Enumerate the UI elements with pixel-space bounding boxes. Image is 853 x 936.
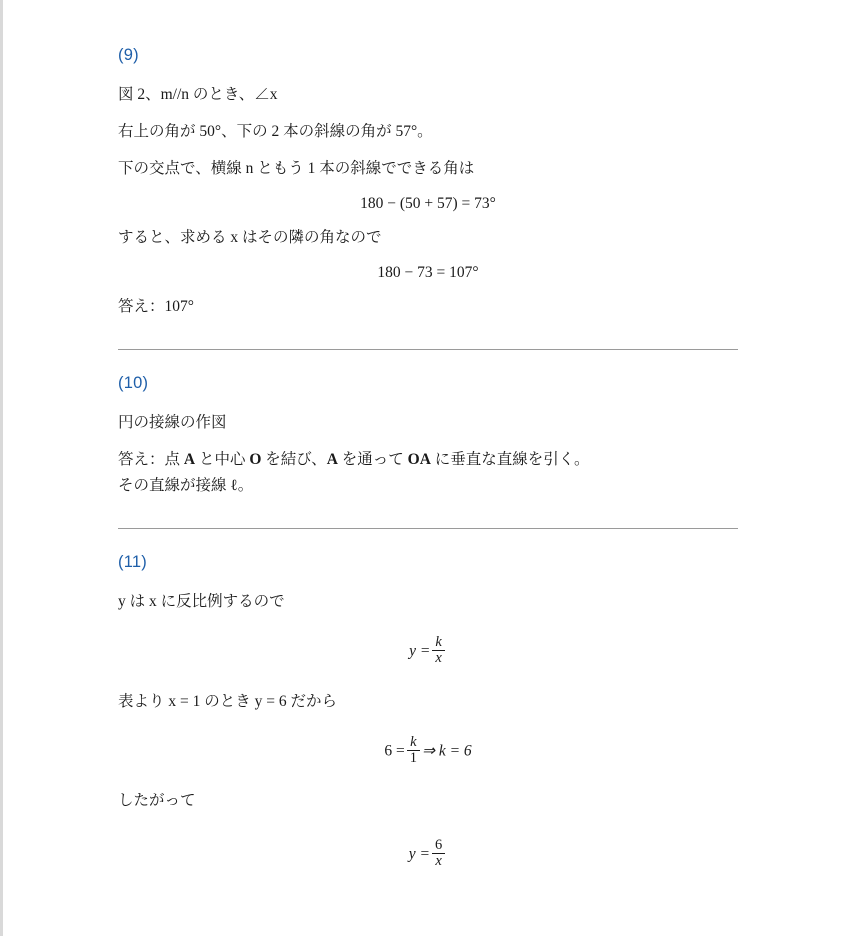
fraction-numerator: 6 (434, 837, 443, 854)
section-11-line-1: y は x に反比例するので (118, 593, 285, 611)
fraction-numerator: k (410, 733, 417, 750)
section-divider-2 (118, 528, 738, 529)
section-11-equation-3-lhs: y = (408, 845, 430, 863)
fraction-numerator: k (435, 634, 442, 651)
section-10-answer-mid1: と中心 (195, 451, 250, 469)
section-11-equation-2 (118, 733, 738, 767)
fraction-denominator: x (432, 650, 444, 666)
section-11-equation-2-rhs: ⇒ k = 6 (421, 741, 472, 759)
section-9-line-1-text: 図 2、m//n のとき、∠x (118, 86, 278, 103)
section-9-line-2-text: 右上の角が 50°、下の 2 本の斜線の角が 57°。 (118, 123, 433, 141)
point-o-label: O (249, 451, 262, 469)
section-11-equation-2-lhs: 6 = (384, 741, 405, 759)
fraction-k-over-1 (407, 735, 420, 766)
page-left-margin-rule (0, 0, 3, 936)
section-10-answer (118, 448, 738, 472)
section-9-answer: 答え：107° (118, 298, 194, 316)
section-number-10: (10) (118, 374, 149, 393)
section-9-equation-2: 180 − 73 = 107° (377, 264, 479, 282)
section-10-answer-line-2: その直線が接線 ℓ。 (118, 477, 254, 495)
point-a-label: A (183, 451, 196, 469)
document-content (118, 0, 738, 872)
section-10-answer-suffix: に垂直な直線を引く。 (430, 451, 590, 469)
point-a-label-2: A (326, 451, 338, 469)
segment-oa-label: OA (407, 451, 431, 469)
section-9-line-3 (118, 157, 738, 181)
section-11-line-3: したがって (118, 792, 196, 810)
fraction-denominator: x (432, 853, 445, 869)
section-9-line-1 (118, 83, 738, 107)
section-10-answer-prefix: 答え：点 (118, 451, 184, 469)
section-10-answer-mid3: を通って (337, 451, 408, 469)
fraction-denominator: 1 (407, 750, 420, 766)
section-11-equation-1 (118, 636, 738, 667)
section-9-line-4: すると、求める x はその隣の角なので (118, 229, 382, 247)
fraction-k-over-x (432, 635, 444, 666)
section-11-equation-3 (118, 839, 738, 870)
section-10-answer-mid2: を結び、 (261, 451, 327, 469)
section-9-line-2 (118, 120, 738, 144)
section-number-11: (11) (118, 553, 147, 572)
section-11-equation-1-lhs: y = (409, 642, 431, 660)
section-divider-1 (118, 349, 738, 350)
section-10-line-1: 円の接線の作図 (118, 414, 227, 432)
section-11-line-2: 表より x = 1 のとき y = 6 だから (118, 692, 337, 710)
section-9-line-3-text: 下の交点で、横線 n ともう 1 本の斜線でできる角は (118, 160, 475, 178)
section-9-equation-1: 180 − (50 + 57) = 73° (360, 195, 496, 213)
fraction-6-over-x (432, 838, 445, 869)
section-number-9: (9) (118, 46, 139, 64)
